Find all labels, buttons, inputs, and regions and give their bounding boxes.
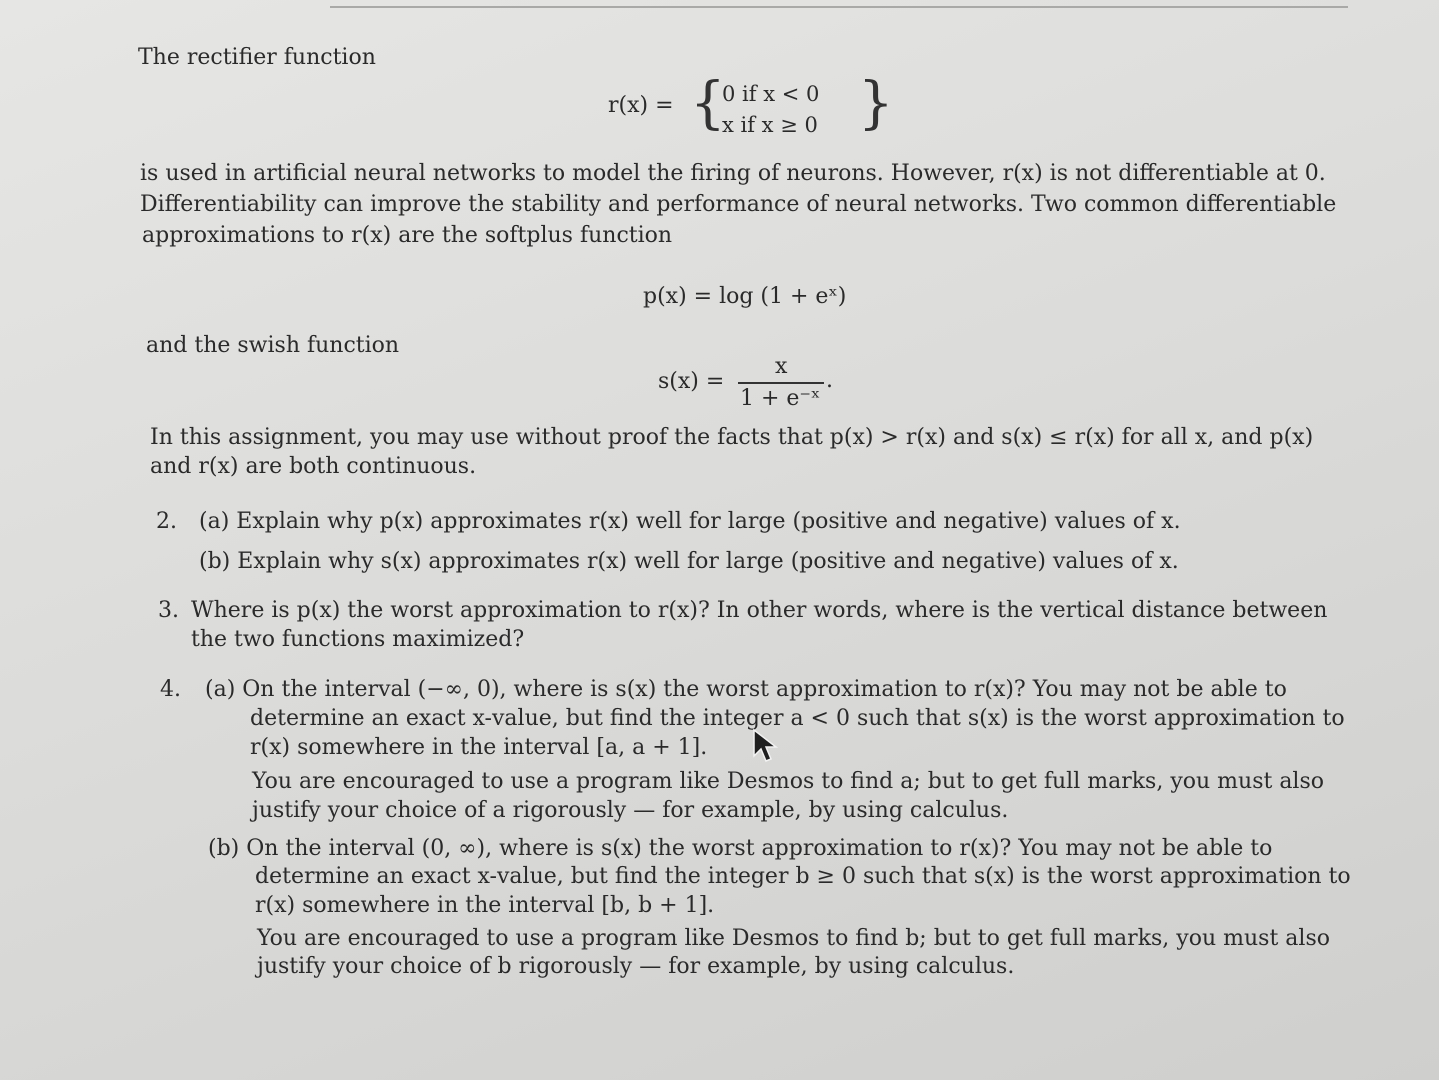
left-brace: { [690, 71, 726, 136]
q3-line-1: Where is p(x) the worst approximation to r(x)? In other words, where is the vertical distance between [191, 598, 1328, 623]
q4a-line-5: justify your choice of a rigorously — for example, by using calculus. [252, 798, 1009, 823]
q4a-line-2: determine an exact x-value, but find the integer a < 0 such that s(x) is the worst approximation to [250, 706, 1345, 731]
intro-line-6: In this assignment, you may use without proof the facts that p(x) > r(x) and s(x) ≤ r(x) for all x, and p(x) [150, 425, 1314, 450]
swish-numerator: x [775, 354, 788, 379]
page-top-rule [330, 6, 1348, 8]
q4b-line-4: You are encouraged to use a program like Desmos to find b; but to get full marks, you must also [257, 926, 1330, 951]
q4a-line-1: (a) On the interval (−∞, 0), where is s(x) the worst approximation to r(x)? You may not be able to [205, 677, 1287, 702]
q4b-line-3: r(x) somewhere in the interval [b, b + 1]. [255, 893, 715, 918]
swish-lhs: s(x) = [658, 369, 725, 394]
intro-line-3: Differentiability can improve the stability and performance of neural networks. Two common differentiable [140, 192, 1337, 217]
swish-period: . [826, 368, 833, 393]
intro-line-1: The rectifier function [138, 45, 376, 70]
intro-line-7: and r(x) are both continuous. [150, 454, 477, 479]
case-row-2: x if x ≥ 0 [722, 113, 818, 137]
q2-number: 2. [156, 509, 177, 534]
right-brace: } [858, 71, 894, 136]
q4a-line-4: You are encouraged to use a program like Desmos to find a; but to get full marks, you must also [252, 769, 1325, 794]
q4b-line-1: (b) On the interval (0, ∞), where is s(x) the worst approximation to r(x)? You may not be able to [208, 836, 1273, 861]
q4b-line-2: determine an exact x-value, but find the integer b ≥ 0 such that s(x) is the worst approximation to [255, 864, 1351, 889]
q4a-line-3: r(x) somewhere in the interval [a, a + 1]. [250, 735, 708, 760]
q3-number: 3. [158, 598, 179, 623]
swish-fraction-bar [738, 382, 824, 384]
mouse-pointer-icon [750, 728, 780, 764]
softplus-equation: p(x) = log (1 + eˣ) [643, 284, 847, 309]
intro-line-2: is used in artificial neural networks to model the firing of neurons. However, r(x) is not differentiable at 0. [140, 161, 1326, 186]
q4b-line-5: justify your choice of b rigorously — for example, by using calculus. [257, 954, 1015, 979]
q2-part-a: (a) Explain why p(x) approximates r(x) well for large (positive and negative) values of x. [199, 509, 1181, 534]
case-row-1: 0 if x < 0 [722, 82, 820, 106]
q3-line-2: the two functions maximized? [191, 627, 525, 652]
q4-number: 4. [160, 677, 181, 702]
swish-denominator: 1 + e⁻ˣ [740, 386, 821, 411]
q2-part-b: (b) Explain why s(x) approximates r(x) well for large (positive and negative) values of x. [199, 549, 1179, 574]
rectifier-lhs: r(x) = [608, 93, 674, 118]
intro-line-5: and the swish function [146, 333, 400, 358]
intro-line-4: approximations to r(x) are the softplus function [142, 223, 673, 248]
